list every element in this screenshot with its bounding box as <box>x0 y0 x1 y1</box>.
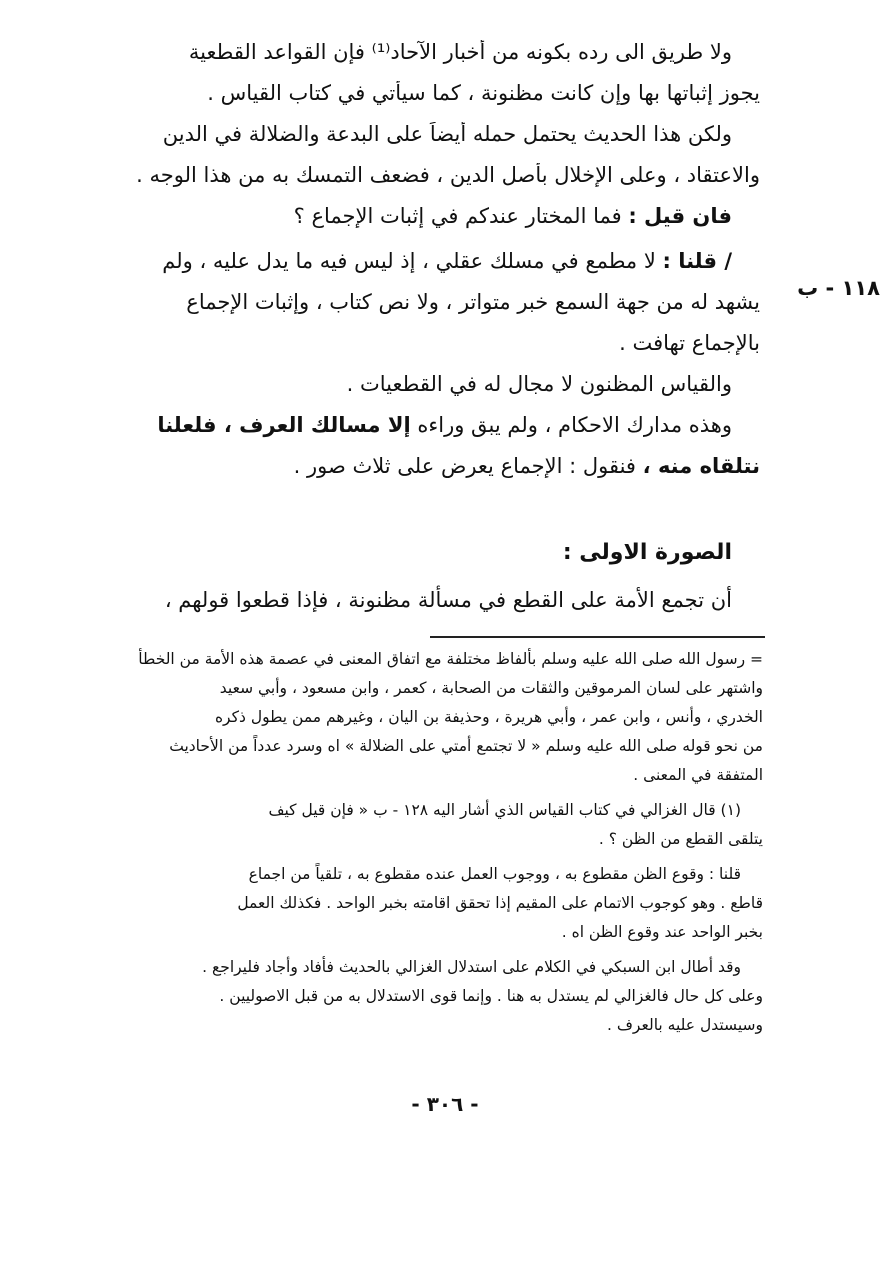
main-text-line: / قلنا : لا مطمع في مسلك عقلي ، إذ ليس فيه ما يدل عليه ، ولم <box>162 249 732 273</box>
footnote-line: وسيستدل عليه بالعرف . <box>607 1016 763 1034</box>
main-text-line: يجوز إثباتها بها وإن كانت مظنونة ، كما سيأتي في كتاب القياس . <box>207 81 760 105</box>
footnotes <box>118 648 763 1043</box>
main-text-line: ولا طريق الى رده بكونه من أخبار الآحاد⁽¹⁾ فإن القواعد القطعية <box>188 40 732 64</box>
main-text-line: والاعتقاد ، وعلى الإخلال بأصل الدين ، فضعف التمسك به من هذا الوجه . <box>136 163 760 187</box>
footnote-line: بخبر الواحد عند وقوع الظن اه . <box>561 923 763 941</box>
footnote-line: واشتهر على لسان المرموقين والثقات من الصحابة ، كعمر ، وابن مسعود ، وأبي سعيد <box>219 679 763 697</box>
footnote-line: الخدري ، وأنس ، وابن عمر ، وأبي هريرة ، وحذيفة بن اليان ، وغيرهم ممن يطول ذكره <box>214 708 763 726</box>
main-text-line: بالإجماع تهافت . <box>619 331 760 355</box>
footnote-line: قاطع . وهو كوجوب الاتمام على المقيم إذا تحقق اقامته بخبر الواحد . فكذلك العمل <box>237 894 763 912</box>
footnote-line: المتفقة في المعنى . <box>633 766 763 784</box>
main-text <box>110 40 760 495</box>
footnote-line: قلنا : وقوع الظن مقطوع به ، ووجوب العمل عنده مقطوع به ، تلقياً من اجماع <box>248 865 741 883</box>
main-text-line: نتلقاه منه ، فنقول : الإجماع يعرض على ثلاث صور . <box>293 454 760 478</box>
footnote-line: يتلقى القطع من الظن ؟ . <box>598 830 763 848</box>
footnote-line: وعلى كل حال فالغزالي لم يستدل به هنا . وإنما قوى الاستدلال به من قبل الاصوليين . <box>219 987 763 1005</box>
main-text-line: والقياس المظنون لا مجال له في القطعيات . <box>346 372 732 396</box>
main-text-line: يشهد له من جهة السمع خبر متواتر ، ولا نص كتاب ، وإثبات الإجماع <box>186 290 760 314</box>
section-heading: الصورة الاولى : <box>562 540 732 565</box>
main-text-line: فان قيل : فما المختار عندكم في إثبات الإجماع ؟ <box>293 204 732 228</box>
footnote-line: (١) قال الغزالي في كتاب القياس الذي أشار اليه ١٢٨ - ب « فإن قيل كيف <box>268 801 741 819</box>
main-text-last-line: أن تجمع الأمة على القطع في مسألة مظنونة ، فإذا قطعوا قولهم ، <box>164 588 732 612</box>
page-number: - ٣٠٦ - <box>411 1092 479 1116</box>
margin-folio-reference: ١١٨ - ب <box>797 276 880 300</box>
main-text-line: ولكن هذا الحديث يحتمل حمله أيضاً على البدعة والضلالة في الدين <box>162 122 732 146</box>
footnote-line: من نحو قوله صلى الله عليه وسلم « لا تجتمع أمتي على الضلالة » اه وسرد عدداً من الأحاديث <box>169 737 763 755</box>
main-text-line: وهذه مدارك الاحكام ، ولم يبق وراءه إلا مسالك العرف ، فلعلنا <box>157 413 732 437</box>
footnote-divider <box>430 636 765 638</box>
footnote-line: = رسول الله صلى الله عليه وسلم بألفاظ مختلفة مع اتفاق المعنى في عصمة هذه الأمة من الخطأ <box>138 650 763 668</box>
footnote-line: وقد أطال ابن السبكي في الكلام على استدلال الغزالي بالحديث فأفاد وأجاد فليراجع . <box>202 958 741 976</box>
